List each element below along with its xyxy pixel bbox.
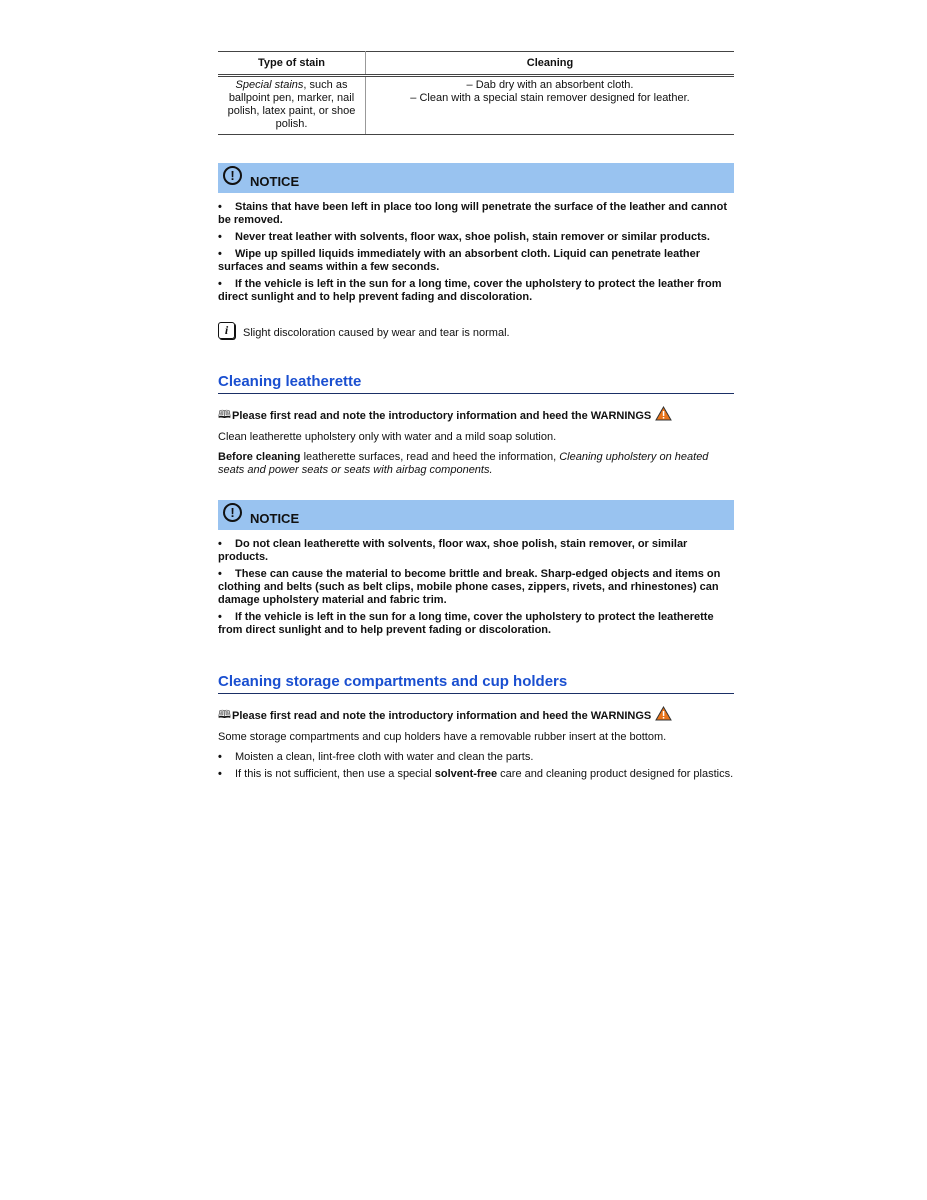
bullet-icon: •	[218, 248, 222, 260]
bullet-icon: •	[218, 231, 222, 243]
notice-bar	[218, 163, 734, 193]
cleaning-cell	[366, 76, 735, 135]
page-content	[218, 51, 734, 785]
list-item	[218, 278, 734, 304]
bullet-icon: •	[218, 568, 222, 580]
info-icon: i	[218, 322, 235, 339]
notice-list	[218, 201, 734, 304]
bullet-list	[218, 751, 734, 781]
exclamation-circle-icon: !	[223, 503, 242, 522]
header-cleaning: Cleaning	[366, 52, 735, 76]
stain-type-italic: Special stains	[235, 79, 304, 91]
paragraph-bold: Before cleaning	[218, 451, 301, 463]
notice-title: NOTICE	[250, 510, 300, 526]
info-note	[218, 322, 734, 339]
intro-text: Please first read and note the introductory information and heed the WARNINGS	[231, 409, 652, 422]
bullet-icon: •	[218, 538, 222, 550]
list-item	[218, 751, 734, 764]
intro-text: Please first read and note the introductory information and heed the WARNINGS	[231, 709, 652, 722]
list-item	[218, 568, 734, 607]
list-item-text: Stains that have been left in place too long will penetrate the surface of the leather and cannot be removed.	[218, 201, 728, 226]
list-item	[218, 538, 734, 564]
notice-bar	[218, 500, 734, 530]
info-note-text: Slight discoloration caused by wear and tear is normal.	[243, 327, 510, 339]
notice-list	[218, 538, 734, 637]
list-item-text: If the vehicle is left in the sun for a long time, cover the upholstery to protect the leatherette from direct sunlight and to help prevent fading or discoloration.	[218, 611, 714, 636]
list-item-text: Moisten a clean, lint-free cloth with water and clean the parts.	[235, 751, 534, 763]
list-item-text: Never treat leather with solvents, floor wax, shoe polish, stain remover or similar products.	[235, 231, 710, 243]
stain-type-rest: , such as ballpoint pen, marker, nail polish, latex paint, or shoe polish.	[227, 79, 356, 130]
header-type-of-stain: Type of stain	[218, 52, 366, 76]
list-item-text: These can cause the material to become brittle and break. Sharp-edged objects and items on clothing and belts (such as belt clips, mobile phone cases, zippers, rivets, and rhinestones) can damage upholstery material and fabric trim.	[218, 568, 721, 606]
bullet-icon: •	[218, 201, 222, 213]
bullet-icon: •	[218, 768, 222, 780]
paragraph-text: leatherette surfaces, read and heed the information,	[300, 451, 560, 463]
intro-line	[218, 406, 734, 425]
list-item-text: care and cleaning product designed for plastics.	[497, 768, 734, 780]
bullet-icon: •	[218, 611, 222, 623]
list-item-text: Wipe up spilled liquids immediately with an absorbent cloth. Liquid can penetrate leather surfaces and seams within a few seconds.	[218, 248, 701, 273]
list-item-text: If the vehicle is left in the sun for a long time, cover the upholstery to protect the leather from direct sunlight and to help prevent fading and discoloration.	[218, 278, 722, 303]
list-item	[218, 611, 734, 637]
list-item	[218, 248, 734, 274]
cleaning-step: – Dab dry with an absorbent cloth.	[466, 79, 634, 91]
stain-type-cell	[218, 76, 366, 135]
section-title-leatherette: Cleaning leatherette	[218, 373, 734, 394]
list-item	[218, 231, 734, 244]
list-item	[218, 201, 734, 227]
warning-triangle-icon	[655, 406, 672, 421]
intro-line	[218, 706, 734, 725]
list-item	[218, 768, 734, 781]
cleaning-step: – Clean with a special stain remover designed for leather.	[410, 92, 690, 104]
list-item-text: If this is not sufficient, then use a special	[235, 768, 435, 780]
paragraph	[218, 451, 734, 477]
warning-triangle-icon	[655, 706, 672, 721]
list-item-bold: solvent-free	[434, 768, 498, 780]
book-icon: 🕮	[218, 709, 231, 721]
paragraph-italic: Cleaning upholstery on heated seats and power seats or seats with airbag components.	[218, 451, 709, 476]
notice-title: NOTICE	[250, 173, 300, 189]
paragraph: Clean leatherette upholstery only with water and a mild soap solution.	[218, 431, 557, 443]
bullet-icon: •	[218, 751, 222, 763]
list-item-text: Do not clean leatherette with solvents, floor wax, shoe polish, stain remover, or similar products.	[218, 538, 688, 563]
bullet-icon: •	[218, 278, 222, 290]
stain-table	[218, 51, 734, 135]
table-row	[218, 76, 734, 135]
section-title-storage: Cleaning storage compartments and cup holders	[218, 673, 734, 694]
book-icon: 🕮	[218, 409, 231, 421]
exclamation-circle-icon: !	[223, 166, 242, 185]
paragraph: Some storage compartments and cup holders have a removable rubber insert at the bottom.	[218, 731, 667, 743]
